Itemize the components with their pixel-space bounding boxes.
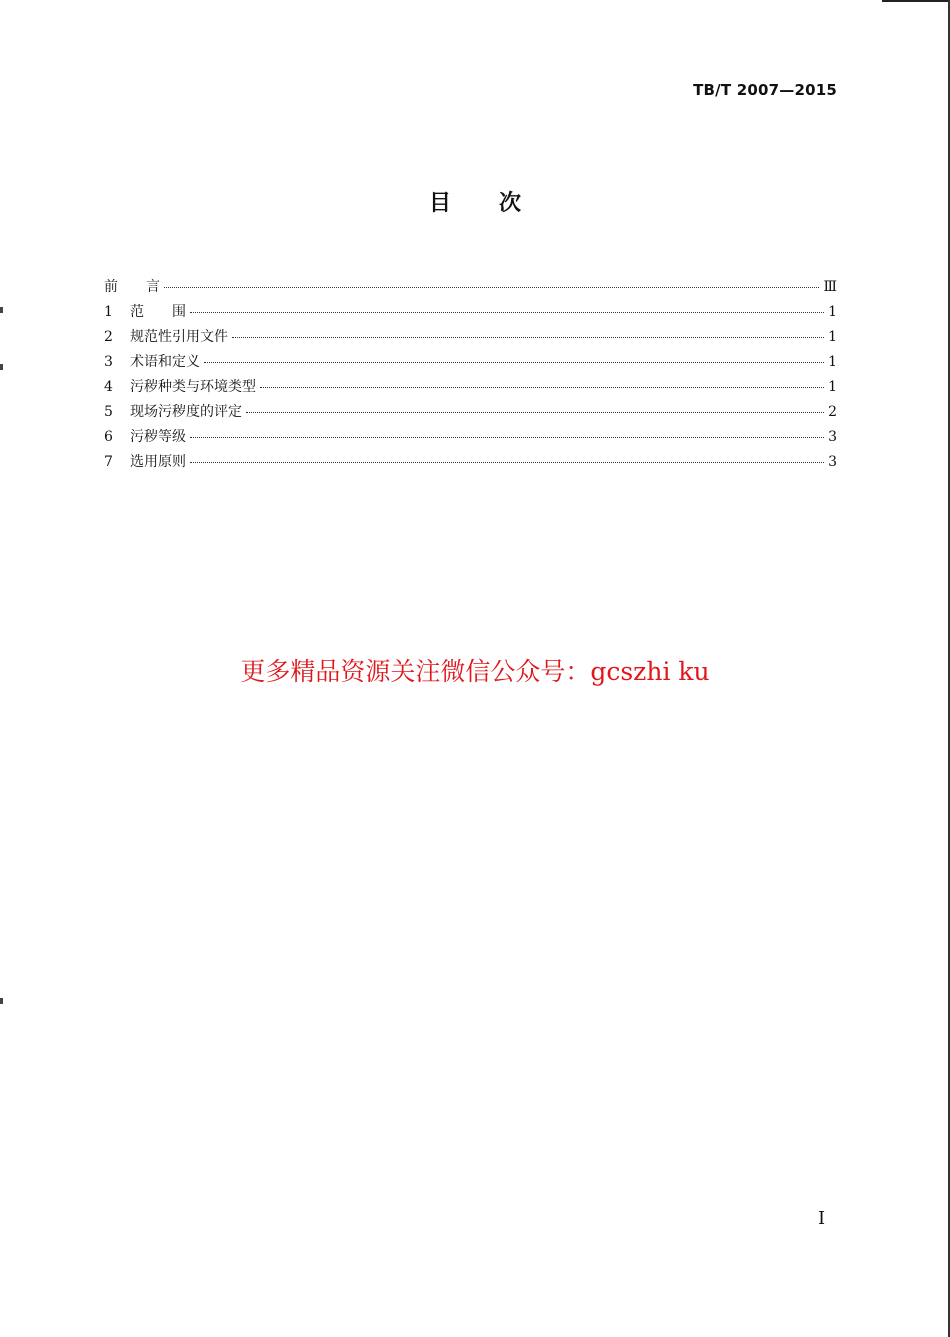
- toc-title-right: 次: [499, 191, 522, 216]
- toc-leader-dots: [246, 412, 824, 413]
- table-of-contents: [104, 276, 837, 476]
- toc-entry-number: 5: [104, 404, 113, 420]
- toc-entry-terms-definitions[interactable]: [104, 351, 837, 376]
- toc-entry-number: 6: [104, 429, 113, 445]
- toc-leader-dots: [190, 312, 824, 313]
- wechat-promo-text: 更多精品资源关注微信公众号：gcszhi ku: [240, 657, 710, 686]
- toc-entry-normative-references[interactable]: [104, 326, 837, 351]
- toc-entry-label: 现场污秽度的评定: [130, 404, 242, 420]
- toc-entry-number: 3: [104, 354, 113, 370]
- toc-entry-pollution-levels[interactable]: [104, 426, 837, 451]
- toc-entry-page: 1: [828, 379, 837, 395]
- toc-entry-page: 1: [828, 304, 837, 320]
- toc-entry-page: 3: [828, 429, 837, 445]
- toc-entry-page: 1: [828, 354, 837, 370]
- toc-entry-selection-principles[interactable]: [104, 451, 837, 476]
- margin-mark: [0, 307, 3, 313]
- toc-entry-number: 7: [104, 454, 113, 470]
- toc-entry-site-pollution-assessment[interactable]: [104, 401, 837, 426]
- toc-title: [0, 186, 950, 217]
- page-number: I: [818, 1208, 826, 1229]
- standard-number: TB/T 2007—2015: [693, 81, 837, 99]
- toc-entry-label: 范 围: [130, 304, 186, 320]
- toc-entry-label: 污秽种类与环境类型: [130, 379, 256, 395]
- toc-leader-dots: [260, 387, 824, 388]
- toc-entry-number: 2: [104, 329, 113, 345]
- toc-leader-dots: [190, 462, 824, 463]
- toc-leader-dots: [190, 437, 824, 438]
- toc-entry-number: 4: [104, 379, 113, 395]
- toc-entry-label: 术语和定义: [130, 354, 200, 370]
- toc-leader-dots: [204, 362, 824, 363]
- toc-entry-number: 1: [104, 304, 113, 320]
- toc-entry-label: 污秽等级: [130, 429, 186, 445]
- toc-entry-page: 3: [828, 454, 837, 470]
- scan-border-mark: [882, 0, 950, 6]
- margin-mark: [0, 998, 3, 1004]
- toc-entry-pollution-types[interactable]: [104, 376, 837, 401]
- toc-entry-label: 前 言: [104, 279, 160, 295]
- toc-title-left: 目: [428, 191, 451, 216]
- margin-mark: [0, 364, 3, 370]
- toc-entry-page: 2: [828, 404, 837, 420]
- toc-entry-label: 规范性引用文件: [130, 329, 228, 345]
- toc-entry-label: 选用原则: [130, 454, 186, 470]
- toc-entry-page: Ⅲ: [823, 279, 837, 295]
- toc-entry-page: 1: [828, 329, 837, 345]
- toc-leader-dots: [232, 337, 824, 338]
- toc-entry-foreword[interactable]: [104, 276, 837, 301]
- toc-entry-scope[interactable]: [104, 301, 837, 326]
- toc-leader-dots: [164, 287, 819, 288]
